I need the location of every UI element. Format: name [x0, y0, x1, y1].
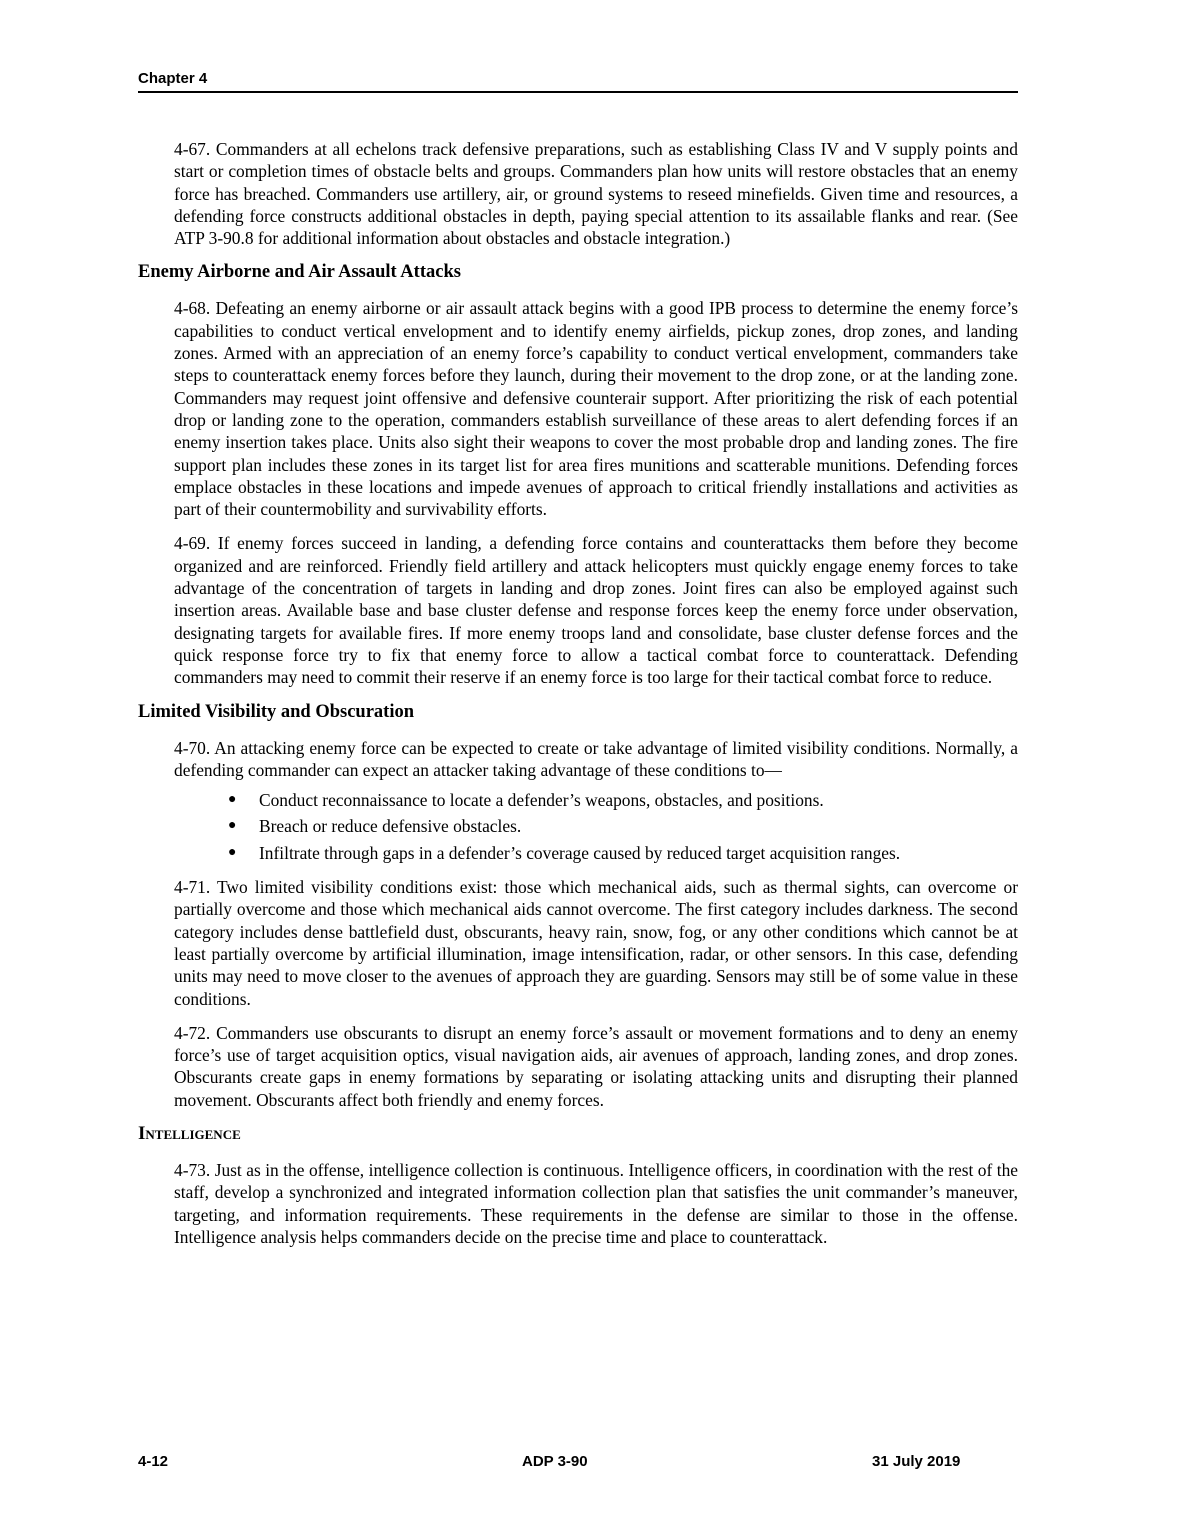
paragraph-4-72: 4-72. Commanders use obscurants to disrupt an enemy force’s assault or movement formations and to deny an enemy force’s use of target acquisition optics, visual navigation aids, air avenues of approach, landing zones, and drop zones. Obscurants create gaps in enemy formations by separating or isolating attacking units and disrupting their planned movement. Obscurants affect both friendly and enemy forces.	[174, 1022, 1018, 1110]
list-item: ● Conduct reconnaissance to locate a defender’s weapons, obstacles, and positions.	[259, 789, 1018, 811]
running-footer	[138, 1453, 1018, 1473]
paragraph-4-69: 4-69. If enemy forces succeed in landing, a defending force contains and counterattacks them before they become organized and are reinforced. Friendly field artillery and attack helicopters must quickly engage enemy forces to take advantage of the concentration of targets in landing and drop zones. Joint fires can also be employed against such insertion areas. Available base and base cluster defense and response forces keep the enemy force under observation, designating targets for available fires. If more enemy troops land and consolidate, base cluster defense forces and the quick response force try to fix that enemy force to allow a tactical combat force to counterattack. Defending commanders may need to commit their reserve if an enemy force is too large for their tactical combat force to reduce.	[174, 533, 1018, 688]
publication-date: 31 July 2019	[872, 1453, 961, 1470]
page-number: 4-12	[138, 1453, 169, 1470]
paragraph-4-70: 4-70. An attacking enemy force can be expected to create or take advantage of limited visibility conditions. Normally, a defending commander can expect an attacker taking advantage of these conditions to—	[174, 737, 1018, 780]
heading-enemy-airborne: Enemy Airborne and Air Assault Attacks	[138, 262, 461, 283]
heading-intelligence: Intelligence	[138, 1122, 241, 1144]
list-item: ● Infiltrate through gaps in a defender’s coverage caused by reduced target acquisition ranges.	[259, 842, 1018, 864]
publication-id: ADP 3-90	[522, 1453, 588, 1470]
chapter-label: Chapter 4	[138, 70, 208, 87]
paragraph-4-68: 4-68. Defeating an enemy airborne or air assault attack begins with a good IPB process to determine the enemy force’s capabilities to conduct vertical envelopment and to identify enemy airfields, pickup zones, drop zones, and landing zones. Armed with an appreciation of an enemy force’s capability to conduct vertical envelopment, commanders take steps to counterattack enemy forces before they launch, during their movement to the drop zone, or at the landing zone. Commanders may request joint offensive and defensive counterair support. After prioritizing the risk of each potential drop or landing zone to the operation, commanders establish surveillance of these areas to alert defending forces if an enemy insertion takes place. Units also sight their weapons to cover the most probable drop and landing zones. The fire support plan includes these zones in its target list for area fires munitions and scatterable munitions. Defending forces emplace obstacles in these locations and impede avenues of approach to critical friendly installations and activities as part of their countermobility and survivability efforts.	[174, 298, 1018, 520]
running-header	[138, 70, 1018, 93]
list-item: ● Breach or reduce defensive obstacles.	[259, 815, 1018, 837]
heading-limited-visibility: Limited Visibility and Obscuration	[138, 701, 415, 722]
bullet-list	[138, 789, 1018, 864]
paragraph-4-71: 4-71. Two limited visibility conditions exist: those which mechanical aids, such as thermal sights, can overcome or partially overcome and those which mechanical aids cannot overcome. The first category includes darkness. The second category includes dense battlefield dust, obscurants, heavy rain, snow, fog, or any other conditions which cannot be at least partially overcome by artificial illumination, image intensification, radar, or other sensors. In this case, defending units may need to move closer to the avenues of approach they are guarding. Sensors may still be of some value in these conditions.	[174, 877, 1018, 1009]
paragraph-4-73: 4-73. Just as in the offense, intelligence collection is continuous. Intelligence officers, in coordination with the rest of the staff, develop a synchronized and integrated information collection plan that satisfies the unit commander’s maneuver, targeting, and information requirements. These requirements in the defense are similar to those in the offense. Intelligence analysis helps commanders decide on the precise time and place to counterattack.	[174, 1159, 1018, 1247]
paragraph-4-67: 4-67. Commanders at all echelons track defensive preparations, such as establishing Class IV and V supply points and start or completion times of obstacle belts and groups. Commanders plan how units will restore obstacles that an enemy force has breached. Commanders use artillery, air, or ground systems to reseed minefields. Given time and resources, a defending force constructs additional obstacles in depth, paying special attention to its assailable flanks and rear. (See ATP 3-90.8 for additional information about obstacles and obstacle integration.)	[174, 139, 1018, 249]
page-body	[138, 138, 1018, 1260]
